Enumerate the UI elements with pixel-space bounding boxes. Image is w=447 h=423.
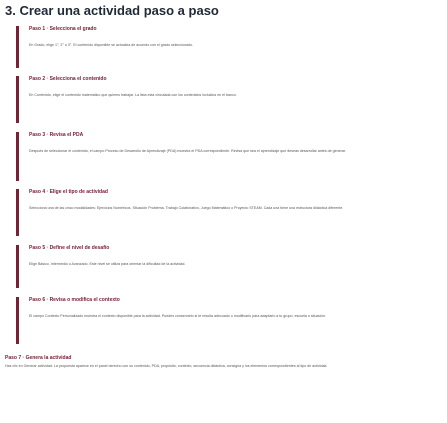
step-4 [16,189,440,236]
step-4-title: Paso 4 · Elige el tipo de actividad [29,189,108,195]
step-7-title: Paso 7 · Genera la actividad [5,355,72,361]
step-6 [16,297,440,344]
step-4-description: Selecciona una de las cinco modalidades: Ejercicios Numéricos, Situación Problema, Trabajo Colaborativo, Juego Matemático o Proyecto STEAM. Cada una tiene una estructura didáctica diferente. [29,206,344,210]
step-3 [16,132,440,181]
step-1 [16,26,440,68]
step-6-description: El campo Contexto Personalizado muestra el contexto disponible para la actividad. Puedes conservarlo si te resulta adecuado o modificarlo para adaptarlo a tu grupo, escuela o situación. [29,314,327,318]
step-3-title: Paso 3 · Revisa el PDA [29,132,84,138]
step-3-description: Después de seleccionar el contenido, el campo Proceso de Desarrollo de Aprendizaje (PDA) muestra el PDA correspondiente. Revisa que sea el aprendizaje que deseas desarrollar antes de generar. [29,149,346,153]
step-7-description: Haz clic en Generar actividad. La propuesta aparece en el panel derecho con su contenido, PDA, propósito, contexto, secuencia didáctica, consigna y los elementos correspondientes al tipo de actividad. [5,364,328,368]
section-heading: 3. Crear una actividad paso a paso [5,3,219,18]
step-7 [5,355,441,381]
step-6-title: Paso 6 · Revisa o modifica el contexto [29,297,120,303]
step-5 [16,245,440,288]
step-1-title: Paso 1 · Selecciona el grado [29,26,97,32]
step-5-description: Elige Básico, Intermedio o Avanzado. Este nivel se utiliza para orientar la dificultad de la actividad. [29,262,186,266]
step-2-description: En Contenido, elige el contenido matemático que quieres trabajar. La lista está vinculada con los contenidos incluidos en el banco. [29,93,237,97]
step-2 [16,76,440,123]
step-2-title: Paso 2 · Selecciona el contenido [29,76,107,82]
step-5-title: Paso 5 · Define el nivel de desafío [29,245,110,251]
step-1-description: En Grado, elige 1°, 2° o 3°. El contenido disponible se actualiza de acuerdo con el grado seleccionado. [29,43,193,47]
